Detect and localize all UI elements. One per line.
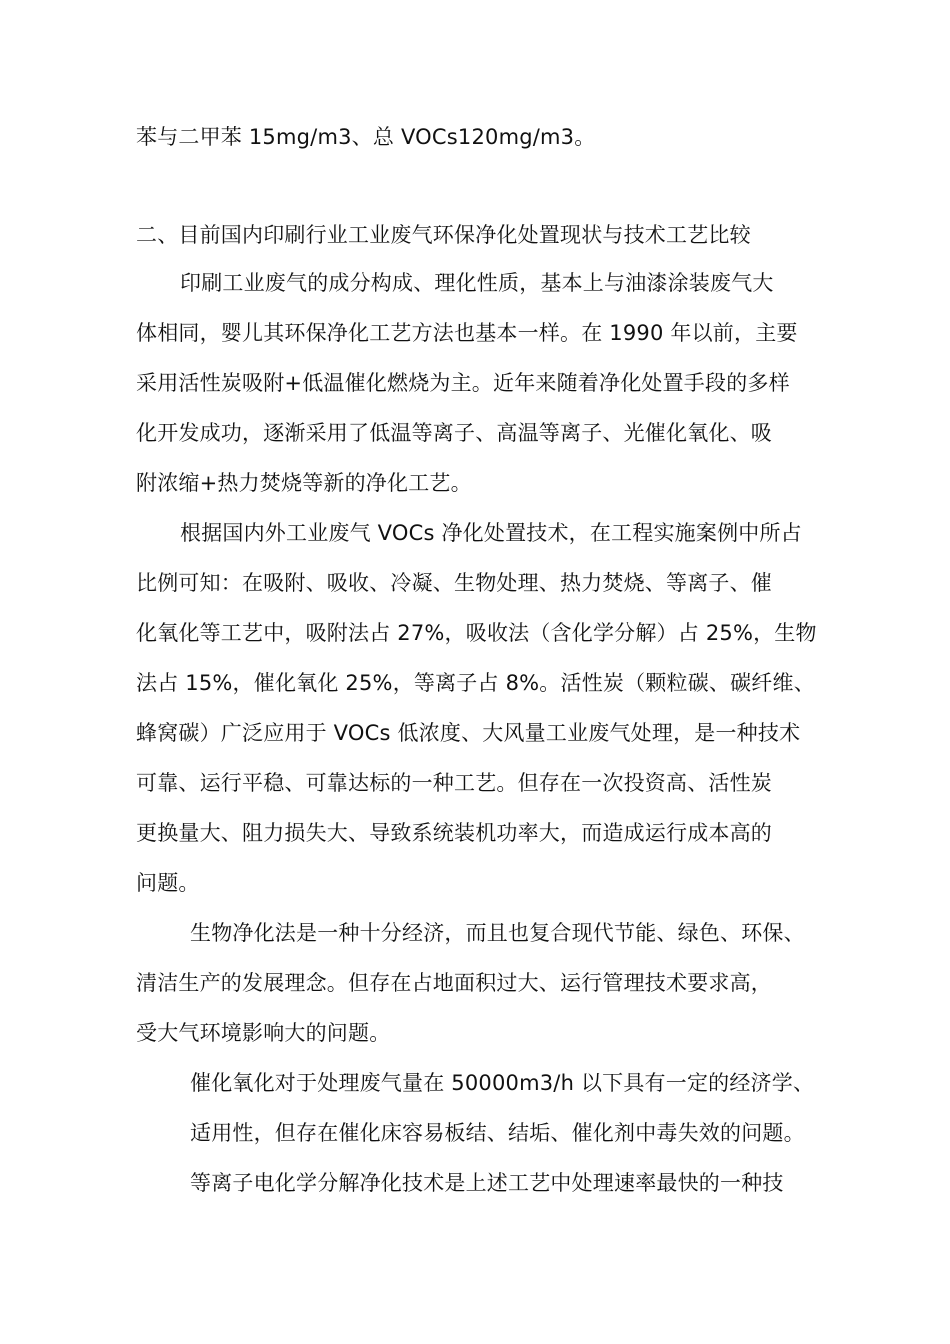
text-line: 采用活性炭吸附+低温催化燃烧为主。近年来随着净化处置手段的多样: [136, 371, 790, 395]
text-line: 更换量大、阻力损失大、导致系统装机功率大，而造成运行成本高的: [136, 821, 772, 845]
text-line: 法占 15%，催化氧化 25%，等离子占 8%。活性炭（颗粒碳、碳纤维、: [136, 671, 815, 695]
text-line: 生物净化法是一种十分经济，而且也复合现代节能、绿色、环保、: [190, 921, 805, 945]
text-line: 适用性，但存在催化床容易板结、结垢、催化剂中毒失效的问题。: [190, 1121, 805, 1145]
text-line: 清洁生产的发展理念。但存在占地面积过大、运行管理技术要求高，: [136, 971, 772, 995]
text-line: 化开发成功，逐渐采用了低温等离子、高温等离子、光催化氧化、吸: [136, 421, 772, 445]
text-line: 等离子电化学分解净化技术是上述工艺中处理速率最快的一种技: [190, 1171, 784, 1195]
text-line: 印刷工业废气的成分构成、理化性质，基本上与油漆涂装废气大: [180, 271, 774, 295]
text-line: 受大气环境影响大的问题。: [136, 1021, 391, 1045]
section-heading: 二、目前国内印刷行业工业废气环保净化处置现状与技术工艺比较: [136, 223, 751, 247]
text-line: 附浓缩+热力焚烧等新的净化工艺。: [136, 471, 472, 495]
text-line: 催化氧化对于处理废气量在 50000m3/h 以下具有一定的经济学、: [190, 1071, 815, 1095]
text-line: 体相同，婴儿其环保净化工艺方法也基本一样。在 1990 年以前，主要: [136, 321, 798, 345]
text-line: 可靠、运行平稳、可靠达标的一种工艺。但存在一次投资高、活性炭: [136, 771, 772, 795]
text-line: 根据国内外工业废气 VOCs 净化处置技术，在工程实施案例中所占: [180, 521, 802, 545]
text-line: 苯与二甲苯 15mg/m3、总 VOCs120mg/m3。: [136, 125, 596, 149]
text-line: 化氧化等工艺中，吸附法占 27%，吸收法（含化学分解）占 25%，生物: [136, 621, 817, 645]
text-line: 问题。: [136, 871, 200, 895]
text-line: 比例可知：在吸附、吸收、冷凝、生物处理、热力焚烧、等离子、催: [136, 571, 772, 595]
text-line: 蜂窝碳）广泛应用于 VOCs 低浓度、大风量工业废气处理，是一种技术: [136, 721, 801, 745]
